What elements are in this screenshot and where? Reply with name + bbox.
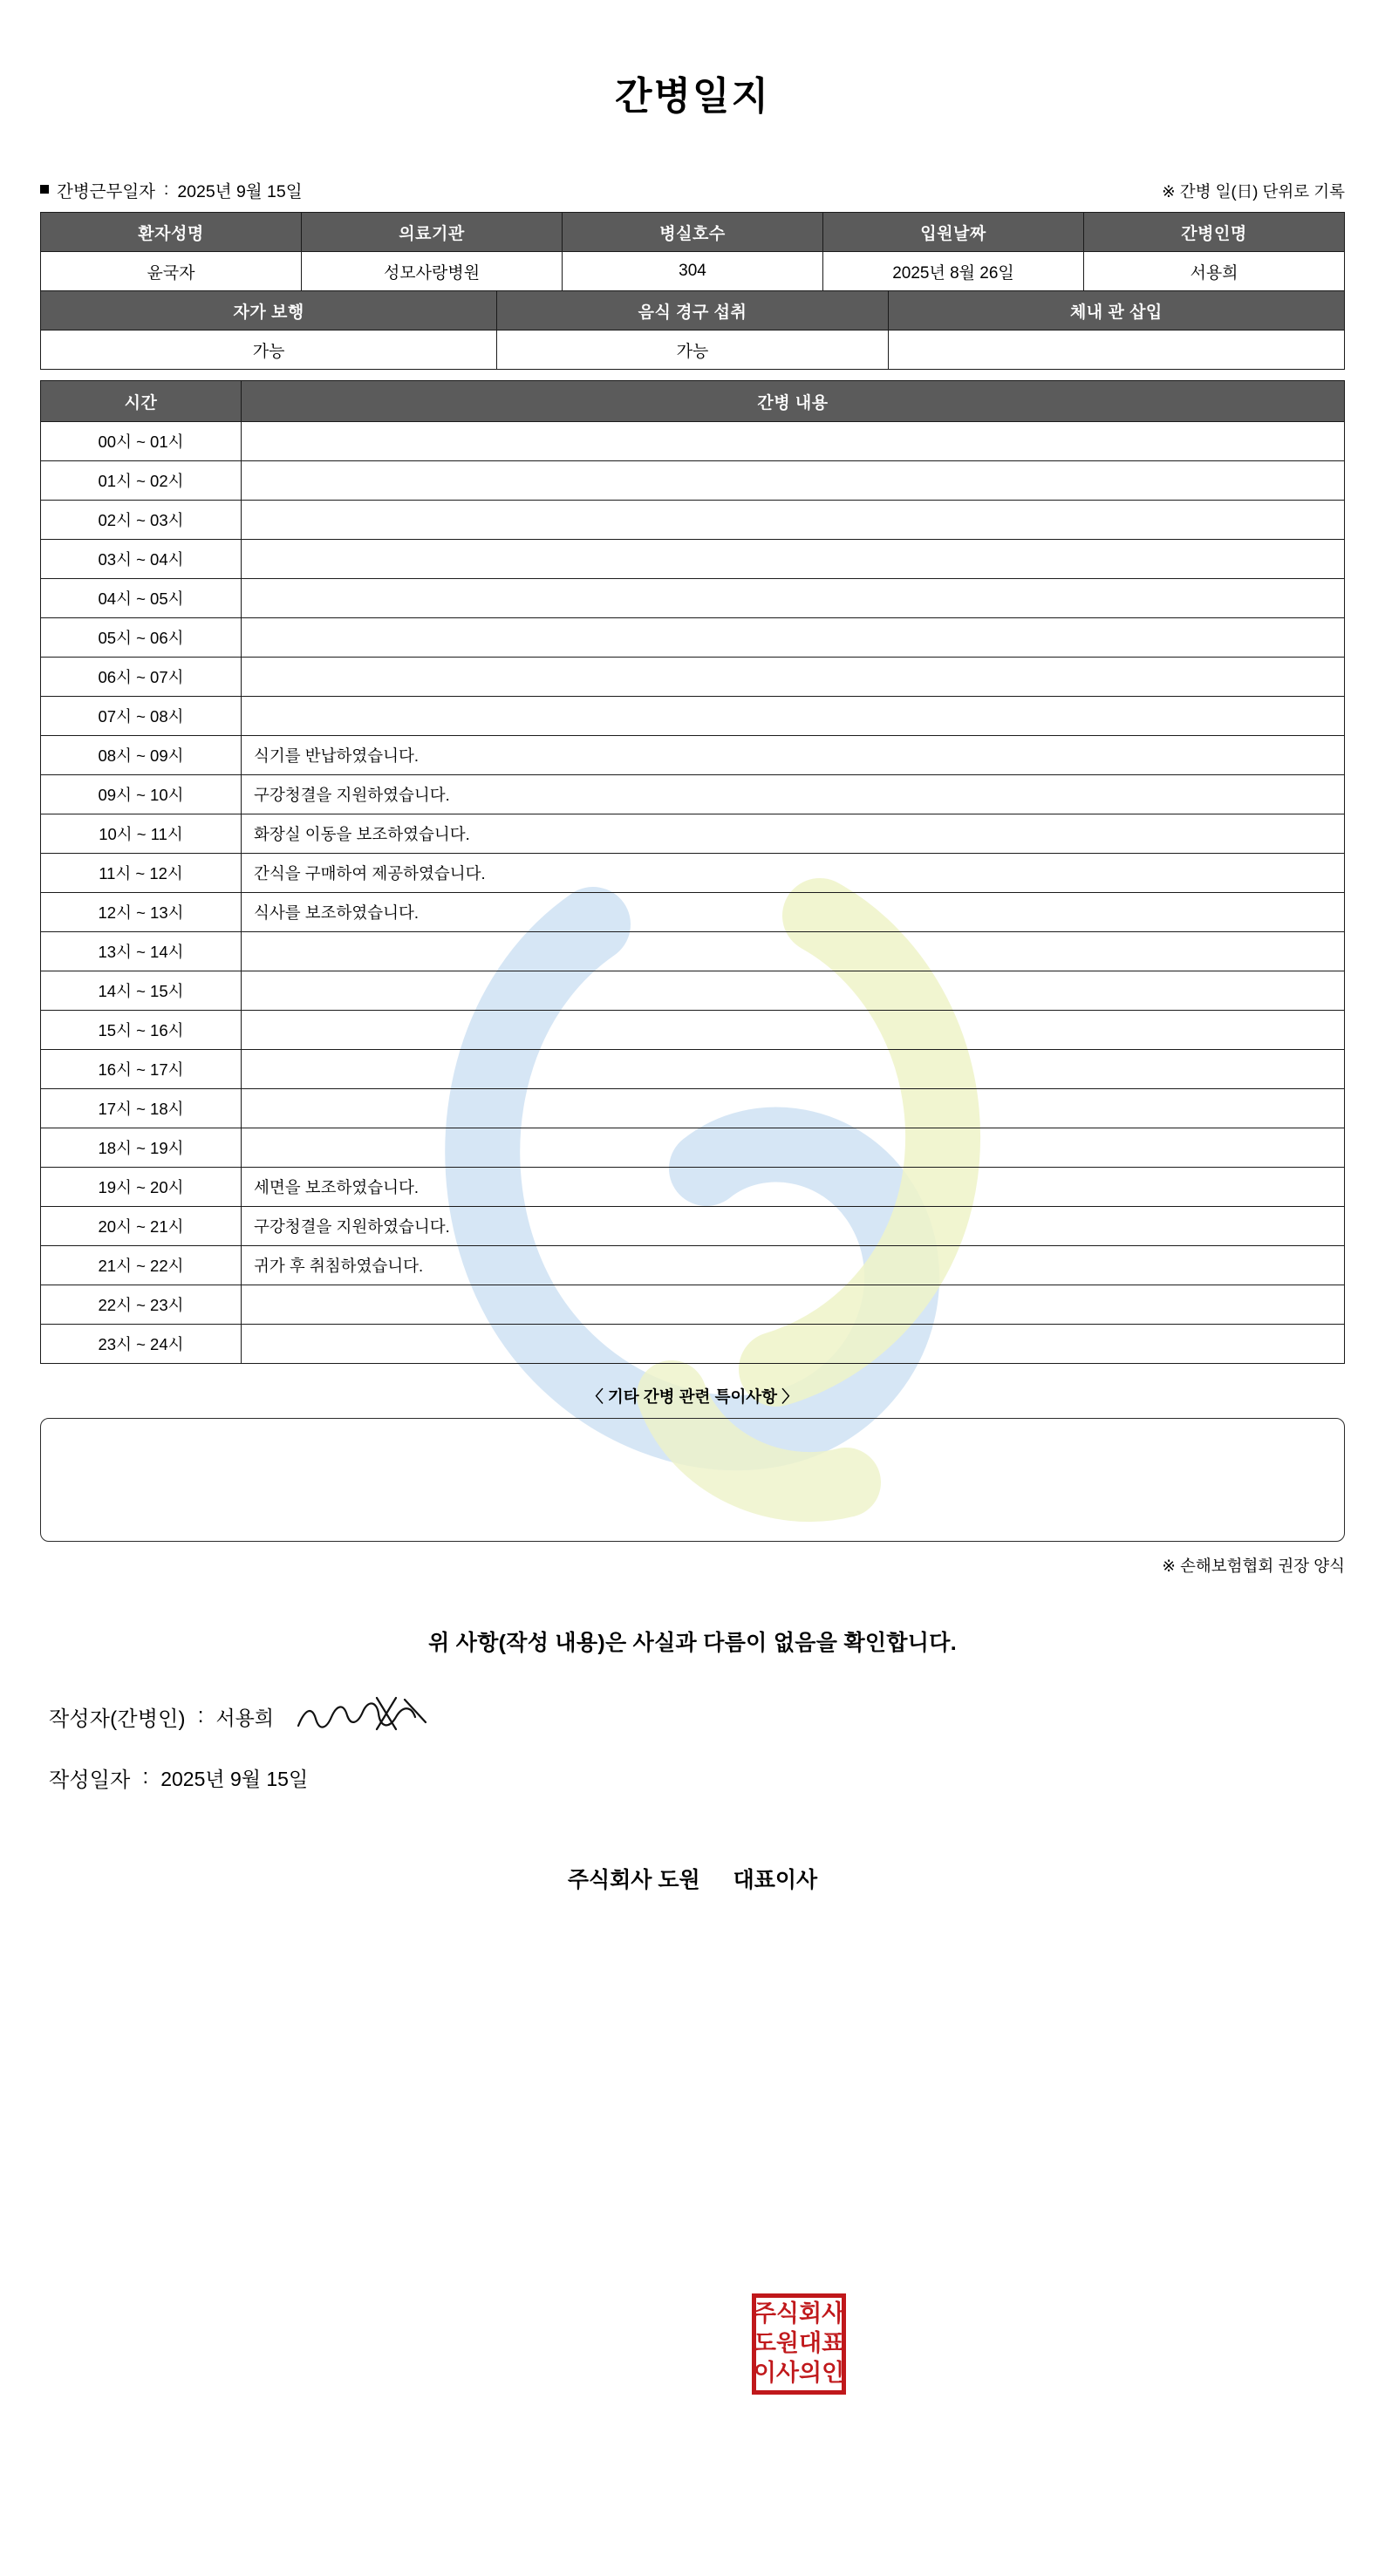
cell-care-content[interactable] [242,1050,1345,1089]
table-header-row [41,213,1345,252]
table-row [41,1089,1345,1128]
work-date-colon: : [164,181,169,199]
column-header-care-content: 간병 내용 [242,381,1345,422]
table-row [41,1325,1345,1364]
cell-time: 04시 ~ 05시 [41,579,242,618]
company-name: 주식회사 도원 [567,1868,700,1892]
cell-time: 12시 ~ 13시 [41,893,242,932]
column-header-room-number: 병실호수 [563,213,823,252]
column-header-admission-date: 입원날짜 [823,213,1084,252]
cell-care-content[interactable]: 세면을 보조하였습니다. [242,1168,1345,1207]
page-title: 간병일지 [614,75,770,118]
cell-care-content[interactable]: 화장실 이동을 보조하였습니다. [242,814,1345,854]
author-colon: : [197,1704,204,1728]
table-row [41,1207,1345,1246]
cell-time: 13시 ~ 14시 [41,932,242,971]
table-row [41,618,1345,658]
condition-info-table [40,290,1345,370]
cell-care-content[interactable] [242,540,1345,579]
cell-oral-intake: 가능 [497,331,889,370]
stamp-line-1: 주식회사 [753,2300,845,2327]
table-row [41,1011,1345,1050]
date-colon: : [142,1765,149,1789]
cell-time: 22시 ~ 23시 [41,1285,242,1325]
table-row [41,501,1345,540]
cell-time: 10시 ~ 11시 [41,814,242,854]
company-title: 대표이사 [733,1868,818,1892]
cell-time: 20시 ~ 21시 [41,1207,242,1246]
cell-time: 09시 ~ 10시 [41,775,242,814]
cell-care-content[interactable] [242,579,1345,618]
cell-time: 08시 ~ 09시 [41,736,242,775]
cell-care-content[interactable] [242,1011,1345,1050]
hourly-log-table [40,380,1345,1364]
table-row [41,1050,1345,1089]
cell-time: 01시 ~ 02시 [41,461,242,501]
table-header-row [41,381,1345,422]
cell-time: 21시 ~ 22시 [41,1246,242,1285]
company-seal-stamp [752,2293,846,2395]
square-bullet-icon [40,185,49,194]
table-row [41,1246,1345,1285]
cell-care-content[interactable] [242,697,1345,736]
cell-care-content[interactable]: 귀가 후 취침하였습니다. [242,1246,1345,1285]
table-row [41,932,1345,971]
cell-time: 23시 ~ 24시 [41,1325,242,1364]
form-source-note: ※ 손해보험협회 권장 양식 [1162,1557,1345,1575]
handwritten-signature-icon [293,1691,441,1746]
cell-time: 19시 ~ 20시 [41,1168,242,1207]
table-row [41,697,1345,736]
cell-care-content[interactable] [242,1128,1345,1168]
cell-time: 06시 ~ 07시 [41,658,242,697]
work-date-label: 간병근무일자 [57,182,156,201]
table-row [41,658,1345,697]
column-header-time: 시간 [41,381,242,422]
work-date-group [40,178,303,202]
table-row [41,1128,1345,1168]
date-line [49,1760,1345,1795]
cell-care-content[interactable] [242,658,1345,697]
cell-time: 11시 ~ 12시 [41,854,242,893]
cell-time: 07시 ~ 08시 [41,697,242,736]
table-row [41,579,1345,618]
cell-time: 00시 ~ 01시 [41,422,242,461]
stamp-line-3: 이사의인 [753,2360,845,2387]
table-row [41,736,1345,775]
cell-room-number: 304 [563,252,823,291]
signature-block [40,1699,1345,1795]
cell-tube-insertion [888,331,1344,370]
table-row [41,854,1345,893]
table-row [41,252,1345,291]
cell-patient-name: 윤국자 [41,252,302,291]
table-row [41,893,1345,932]
notes-box[interactable] [40,1418,1345,1542]
table-header-row [41,291,1345,331]
cell-care-content[interactable] [242,1325,1345,1364]
cell-care-content[interactable] [242,971,1345,1011]
cell-care-content[interactable]: 식사를 보조하였습니다. [242,893,1345,932]
cell-care-content[interactable] [242,932,1345,971]
author-line [49,1699,1345,1734]
patient-info-table [40,212,1345,291]
cell-time: 02시 ~ 03시 [41,501,242,540]
cell-care-content[interactable] [242,422,1345,461]
cell-care-content[interactable]: 구강청결을 지원하였습니다. [242,1207,1345,1246]
author-label: 작성자(간병인) [49,1707,186,1731]
cell-time: 18시 ~ 19시 [41,1128,242,1168]
column-header-self-walking: 자가 보행 [41,291,497,331]
cell-caregiver-name: 서용희 [1084,252,1345,291]
work-date-value: 2025년 9월 15일 [177,182,303,201]
table-row [41,461,1345,501]
column-header-patient-name: 환자성명 [41,213,302,252]
column-header-caregiver-name: 간병인명 [1084,213,1345,252]
cell-care-content[interactable] [242,461,1345,501]
cell-care-content[interactable] [242,501,1345,540]
column-header-tube-insertion: 체내 관 삽입 [888,291,1344,331]
cell-admission-date: 2025년 8월 26일 [823,252,1084,291]
table-row [41,1285,1345,1325]
stamp-line-2: 도원대표 [753,2330,845,2357]
cell-time: 15시 ~ 16시 [41,1011,242,1050]
cell-hospital: 성모사랑병원 [302,252,563,291]
cell-care-content[interactable] [242,1089,1345,1128]
cell-care-content[interactable]: 간식을 구매하여 제공하였습니다. [242,854,1345,893]
cell-time: 16시 ~ 17시 [41,1050,242,1089]
table-row [41,1168,1345,1207]
table-row [41,971,1345,1011]
table-row [41,814,1345,854]
cell-care-content[interactable]: 식기를 반납하였습니다. [242,736,1345,775]
table-row [41,422,1345,461]
confirmation-statement: 위 사항(작성 내용)은 사실과 다름이 없음을 확인합니다. [428,1631,957,1655]
company-row [40,1863,1345,1894]
column-header-hospital: 의료기관 [302,213,563,252]
date-label: 작성일자 [49,1768,131,1792]
cell-care-content[interactable] [242,618,1345,658]
author-value: 서용희 [215,1706,275,1729]
cell-self-walking: 가능 [41,331,497,370]
cell-time: 14시 ~ 15시 [41,971,242,1011]
unit-note: ※ 간병 일(日) 단위로 기록 [1162,182,1345,201]
table-row [41,331,1345,370]
table-row [41,540,1345,579]
table-row [41,775,1345,814]
meta-row [40,178,1345,202]
cell-care-content[interactable]: 구강청결을 지원하였습니다. [242,775,1345,814]
column-header-oral-intake: 음식 경구 섭취 [497,291,889,331]
cell-time: 17시 ~ 18시 [41,1089,242,1128]
cell-time: 05시 ~ 06시 [41,618,242,658]
date-value: 2025년 9월 15일 [160,1767,309,1790]
cell-time: 03시 ~ 04시 [41,540,242,579]
cell-care-content[interactable] [242,1285,1345,1325]
notes-caption: 〈 기타 간병 관련 특이사항 〉 [587,1387,798,1406]
